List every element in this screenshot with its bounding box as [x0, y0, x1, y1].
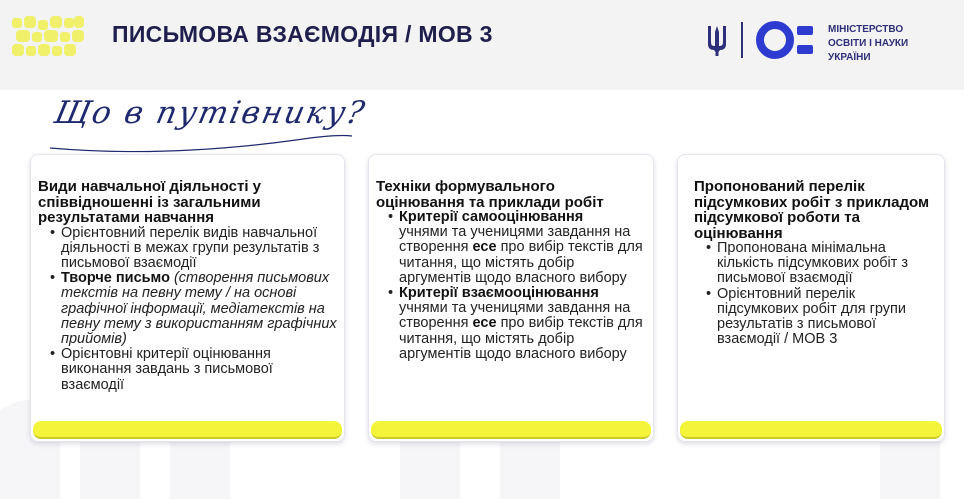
list-item [388, 210, 647, 286]
card-techniques [368, 154, 654, 442]
logo-divider [741, 22, 743, 58]
card-accent-bar [371, 421, 651, 439]
item-italic-text: (створення письмових текстів на певну тему / на основі графічної інформації, медіатекстів на певну тему з використанням графічних прийомів) [61, 270, 337, 347]
script-heading: Що в путівнику? [51, 95, 370, 131]
ministry-line: УКРАЇНИ [828, 52, 871, 63]
criteria-title: • Критерії взаємооцінювання [399, 285, 599, 302]
list-item: • Орієнтовні критерії оцінювання виконання завдань з письмової взаємодії [50, 347, 338, 393]
header-bar [0, 0, 964, 90]
criteria-text [399, 301, 647, 362]
criteria-text-part: учнями та ученицями завдання на створення [399, 224, 631, 256]
card-accent-bar [680, 421, 942, 439]
item-bold-label: Творче письмо [61, 270, 170, 287]
criteria-title: • Критерії самооцінювання [399, 209, 584, 225]
card-title: Пропонований перелік підсумкових робіт з прикладом підсумкової роботи та оцінювання [694, 178, 930, 242]
list-item: • Пропонована мінімальна кількість підсумкових робіт з письмової взаємодії [706, 241, 938, 287]
card-activities [30, 154, 345, 442]
page-title: ПИСЬМОВА ВЗАЄМОДІЯ / МОВ 3 [112, 21, 493, 47]
pattern-logo-icon [10, 14, 86, 58]
list-item: • Орієнтовний перелік видів навчальної діяльності в межах групи результатів з письмової взаємодії [50, 226, 338, 272]
criteria-text-part: про вибір текстів для читання, що містять добір аргументів щодо власного вибору [399, 239, 643, 286]
criteria-text-bold: есе [472, 315, 497, 332]
trident-icon [705, 22, 729, 58]
card-title: Техніки формувального оцінювання та приклади робіт [376, 178, 604, 211]
ministry-name [828, 23, 908, 65]
criteria-text-part: про вибір текстів для читання, що містять добір аргументів щодо власного вибору [399, 315, 643, 362]
card-accent-bar [33, 421, 342, 439]
card-title: Види навчальної діяльності у співвідношенні із загальними результатами навчання [38, 178, 262, 226]
list-item: • Орієнтовний перелік підсумкових робіт для групи результатів з письмової взаємодії / МОВ 3 [706, 287, 938, 348]
list-item [50, 271, 338, 347]
criteria-text-bold: есе [472, 239, 497, 256]
list-item [388, 286, 647, 362]
ministry-logo-icon [755, 20, 819, 60]
criteria-text [399, 225, 647, 286]
ministry-line: ОСВІТИ І НАУКИ [828, 38, 909, 49]
criteria-text-part: учнями та ученицями завдання на створення [399, 300, 631, 332]
ministry-line: МІНІСТЕРСТВО [828, 24, 904, 35]
card-final-works [677, 154, 945, 442]
